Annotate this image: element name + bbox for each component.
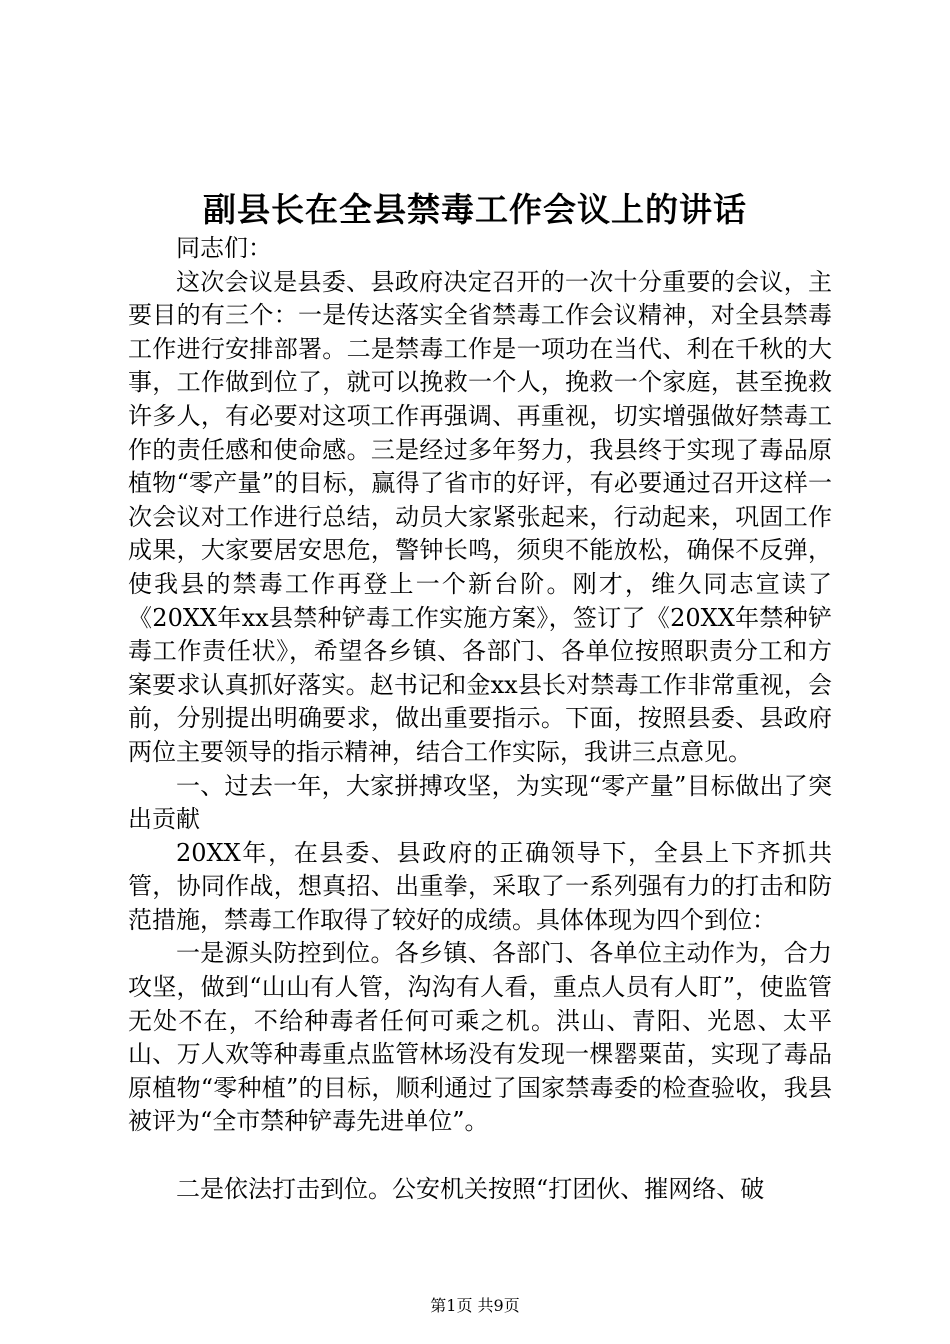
document-body [128, 232, 832, 1206]
salutation-paragraph: 同志们： [176, 234, 272, 262]
document-title: 副县长在全县禁毒工作会议上的讲话 [203, 190, 747, 229]
point-one-paragraph: 一是源头防控到位。各乡镇、各部门、各单位主动作为，合力攻坚，做到“山山有人管，沟沟有人看，重点人员有人盯”，使监管无处不在，不给种毒者任何可乘之机。洪山、青阳、光恩、太平山、万人欢等种毒重点监管林场没有发现一棵罂粟苗，实现了毒品原植物“零种植”的目标，顺利通过了国家禁毒委的检查验收，我县被评为“全市禁种铲毒先进单位”。 [128, 939, 832, 1136]
page-footer: 第1页 共9页 [430, 1296, 520, 1315]
intro-paragraph: 这次会议是县委、县政府决定召开的一次十分重要的会议，主要目的有三个：一是传达落实全省禁毒工作会议精神，对全县禁毒工作进行安排部署。二是禁毒工作是一项功在当代、利在千秋的大事，工作做到位了，就可以挽救一个人，挽救一个家庭，甚至挽救许多人，有必要对这项工作再强调、再重视，切实增强做好禁毒工作的责任感和使命感。三是经过多年努力，我县终于实现了毒品原植物“零产量”的目标，赢得了省市的好评，有必要通过召开这样一次会议对工作进行总结，动员大家紧张起来，行动起来，巩固工作成果，大家要居安思危，警钟长鸣，须臾不能放松，确保不反弹，使我县的禁毒工作再登上一个新台阶。刚才，维久同志宣读了《20XX年xx县禁种铲毒工作实施方案》，签订了《20XX年禁种铲毒工作责任状》，希望各乡镇、各部门、各单位按照职责分工和方案要求认真抓好落实。赵书记和金xx县长对禁毒工作非常重视，会前，分别提出明确要求，做出重要指示。下面，按照县委、县政府两位主要领导的指示精神，结合工作实际，我讲三点意见。 [128, 267, 832, 766]
point-two-paragraph: 二是依法打击到位。公安机关按照“打团伙、摧网络、破 [176, 1174, 765, 1203]
section-intro-paragraph: 20XX年，在县委、县政府的正确领导下，全县上下齐抓共管，协同作战，想真招、出重拳，采取了一系列强有力的打击和防范措施，禁毒工作取得了较好的成绩。具体体现为四个到位： [128, 838, 832, 934]
section-heading: 一、过去一年，大家拼搏攻坚，为实现“零产量”目标做出了突出贡献 [128, 771, 832, 834]
